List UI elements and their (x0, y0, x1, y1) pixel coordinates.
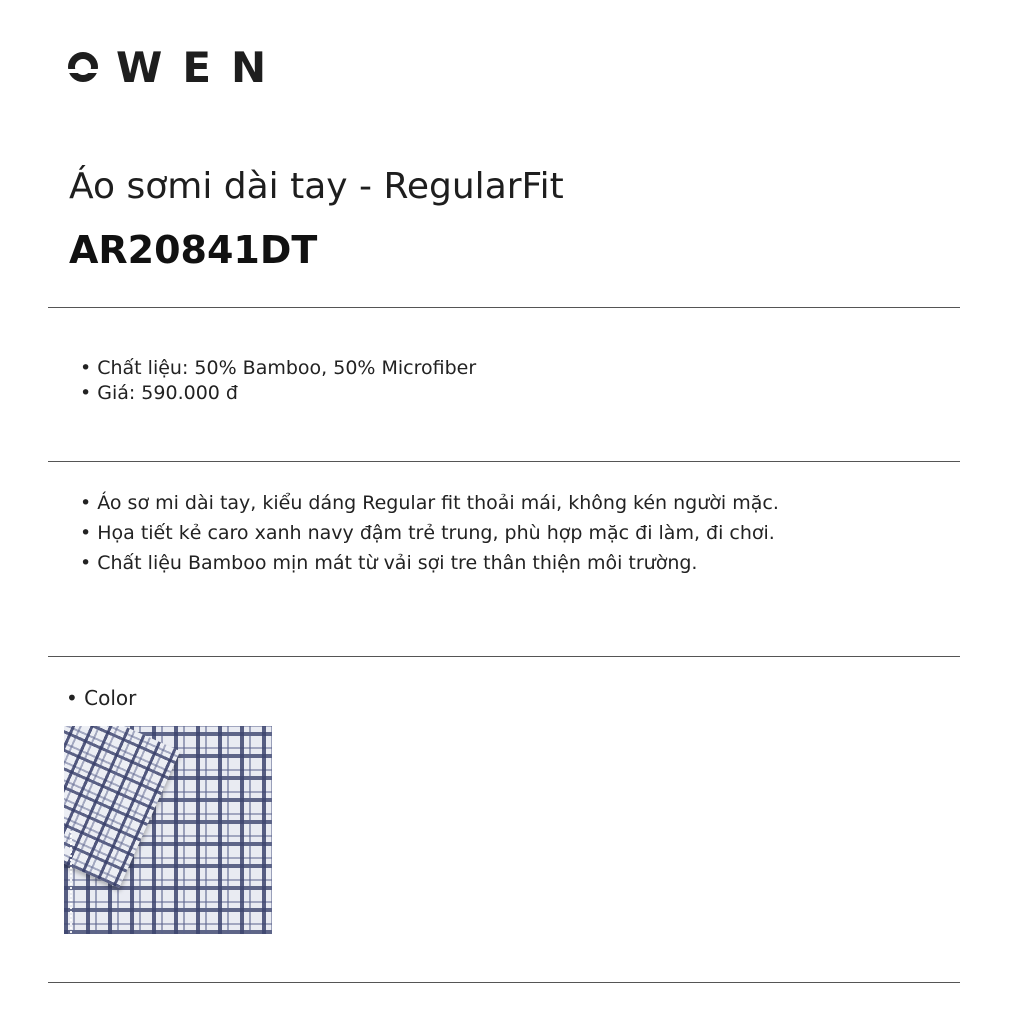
divider (48, 461, 960, 462)
product-code: AR20841DT (69, 228, 318, 272)
brand-logo (68, 42, 287, 92)
logo-o-icon (68, 52, 98, 82)
spec-list (80, 356, 476, 406)
divider (48, 656, 960, 657)
description-list (80, 488, 779, 578)
divider (48, 982, 960, 983)
shirt-collar (64, 726, 180, 888)
spec-price: • Giá: 590.000 đ (80, 381, 476, 406)
description-item: • Áo sơ mi dài tay, kiểu dáng Regular fit thoải mái, không kén người mặc. (80, 488, 779, 518)
product-title: Áo sơmi dài tay - RegularFit (69, 166, 564, 207)
description-item: • Họa tiết kẻ caro xanh navy đậm trẻ trung, phù hợp mặc đi làm, đi chơi. (80, 518, 779, 548)
shirt-placket (70, 831, 74, 934)
logo-text: WEN (116, 42, 287, 92)
description-item: • Chất liệu Bamboo mịn mát từ vải sợi tre thân thiện môi trường. (80, 548, 779, 578)
spec-material: • Chất liệu: 50% Bamboo, 50% Microfiber (80, 356, 476, 381)
divider (48, 307, 960, 308)
color-swatch-image[interactable] (64, 726, 272, 934)
color-label: • Color (66, 686, 137, 710)
